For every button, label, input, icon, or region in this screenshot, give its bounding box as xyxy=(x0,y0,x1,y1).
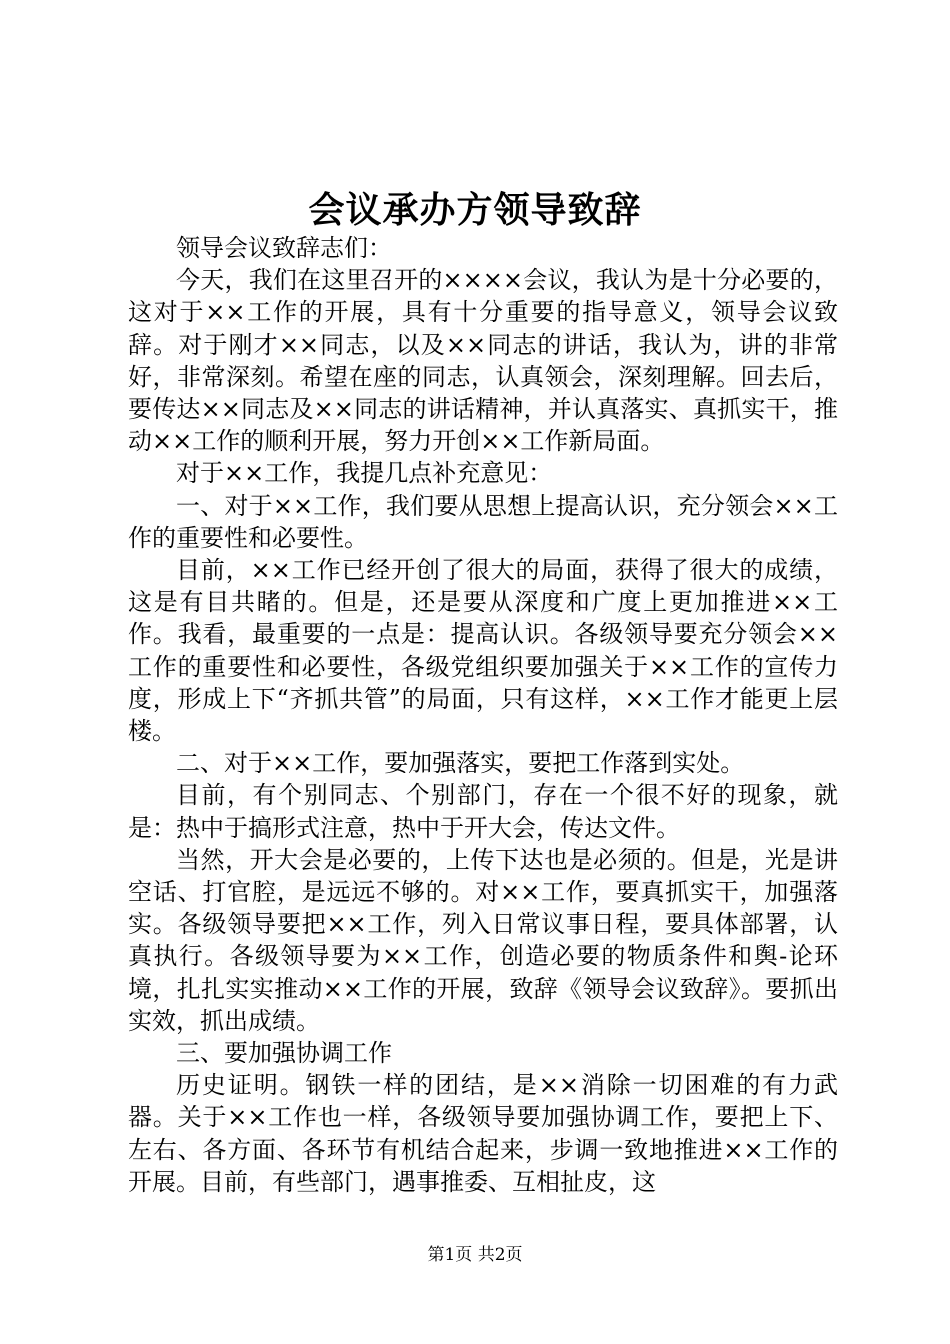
paragraph: 历史证明。钢铁一样的团结，是××消除一切困难的有力武器。关于××工作也一样，各级领导要加强协调工作，要把上下、左右、各方面、各环节有机结合起来，步调一致地推进××工作的开展。目前，有些部门，遇事推委、互相扯皮，这 xyxy=(128,1071,838,1196)
paragraph-salutation: 领导会议致辞志们： xyxy=(176,234,392,262)
paragraph: 目前，有个别同志、个别部门，存在一个很不好的现象，就是：热中于搞形式注意，热中于开大会，传达文件。 xyxy=(128,781,838,842)
section-heading-3: 三、要加强协调工作 xyxy=(176,1039,392,1068)
paragraph: 目前，××工作已经开创了很大的局面，获得了很大的成绩，这是有目共睹的。但是，还是要从深度和广度上更加推进××工作。我看，最重要的一点是：提高认识。各级领导要充分领会××工作的重要性和必要性，各级党组织要加强关于××工作的宣传力度，形成上下“齐抓共管”的局面，只有这样，××工作才能更上层楼。 xyxy=(128,556,838,746)
paragraph: 对于××工作，我提几点补充意见： xyxy=(176,459,553,488)
document-body xyxy=(128,232,838,1198)
section-heading-2: 二、对于××工作，要加强落实，要把工作落到实处。 xyxy=(176,749,745,778)
paragraph: 当然，开大会是必要的，上传下达也是必须的。但是，光是讲空话、打官腔，是远远不够的。对××工作，要真抓实干，加强落实。各级领导要把××工作，列入日常议事日程，要具体部署，认真执行。各级领导要为××工作，创造必要的物质条件和舆-论环境，扎扎实实推动××工作的开展，致辞《领导会议致辞》。要抓出实效，抓出成绩。 xyxy=(128,845,838,1035)
page-footer: 第1页 共2页 xyxy=(427,1245,523,1265)
paragraph: 今天，我们在这里召开的××××会议，我认为是十分必要的，这对于××工作的开展，具有十分重要的指导意义，领导会议致辞。对于刚才××同志，以及××同志的讲话，我认为，讲的非常好，非常深刻。希望在座的同志，认真领会，深刻理解。回去后，要传达××同志及××同志的讲话精神，并认真落实、真抓实干，推动××工作的顺利开展，努力开创××工作新局面。 xyxy=(128,266,838,456)
section-heading-1: 一、对于××工作，我们要从思想上提高认识，充分领会××工作的重要性和必要性。 xyxy=(128,491,838,552)
page-title: 会议承办方领导致辞 xyxy=(308,189,642,231)
